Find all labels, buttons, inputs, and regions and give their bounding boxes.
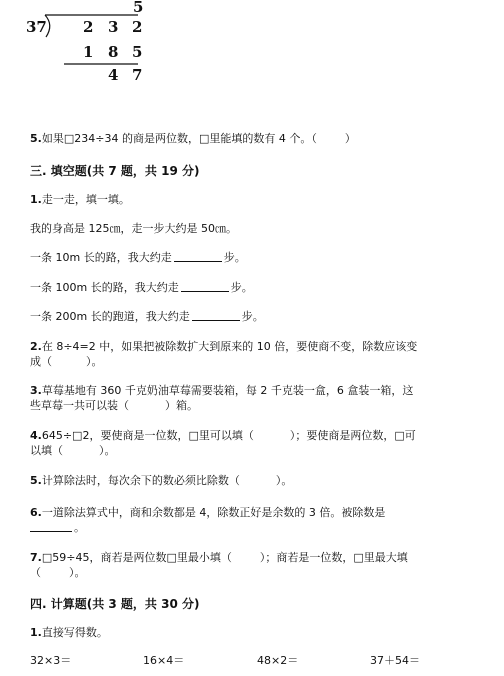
calc-item-1: 32×3＝ [30, 654, 72, 667]
question-end: ）。 [99, 444, 116, 457]
calc-item-2: 16×4＝ [143, 654, 185, 667]
question-text: ）；商若是一位数，□里最大填 [259, 551, 408, 564]
long-division-example [26, 0, 150, 90]
product-digit: 8 [108, 43, 119, 61]
question-end: ）。 [86, 355, 103, 368]
remainder-digit: 7 [132, 66, 143, 84]
answer-blank[interactable] [192, 310, 240, 321]
question-end: ）。 [275, 474, 293, 487]
product-digit: 5 [132, 43, 143, 61]
question-number: 5. [30, 132, 42, 145]
question-text: 一条 200m 长的跑道，我大约走 [30, 310, 190, 323]
question-text: 直接写得数。 [41, 626, 108, 639]
dividend-digit: 2 [132, 18, 143, 36]
fill-2-line-2 [30, 355, 103, 369]
question-text: 一条 10m 长的路，我大约走 [30, 251, 172, 264]
walk-100m-line [30, 281, 253, 295]
question-text: 走一走，填一填。 [41, 193, 130, 206]
question-text: 如果□234÷34 的商是两位数，□里能填的数有 4 个。（ [41, 132, 317, 145]
question-text: 一道除法算式中，商和余数都是 4，除数正好是余数的 3 倍。被除数是 [41, 506, 386, 519]
question-text: □59÷45，商若是两位数□里最小填（ [41, 551, 232, 564]
answer-blank[interactable] [30, 521, 72, 532]
question-end: ）。 [69, 566, 86, 579]
remainder-digit: 4 [108, 66, 119, 84]
fill-4-line-2 [30, 444, 116, 458]
question-number: 2. [30, 340, 42, 353]
fill-3-line-2 [30, 399, 198, 413]
walk-10m-line [30, 251, 246, 265]
question-text: 计算除法时，每次余下的数必须比除数（ [41, 474, 240, 487]
fill-6-line-2 [30, 521, 85, 535]
question-text: 一条 100m 长的路，我大约走 [30, 281, 179, 294]
question-end: 。 [74, 521, 85, 534]
question-number: 4. [30, 429, 42, 442]
question-suffix: 步。 [230, 281, 253, 294]
question-number: 3. [30, 384, 42, 397]
dividend-digit: 2 [83, 18, 94, 36]
section-4-title: 四. 计算题(共 3 题，共 30 分) [30, 597, 200, 611]
question-number: 1. [30, 626, 42, 639]
height-line: 我的身高是 125㎝，走一步大约是 50㎝。 [30, 222, 237, 235]
fill-4-line-1 [30, 429, 416, 443]
question-suffix: 步。 [223, 251, 246, 264]
answer-blank[interactable] [181, 281, 229, 292]
question-end: ）箱。 [165, 399, 198, 412]
product-digit: 1 [83, 43, 94, 61]
calc-item-3: 48×2＝ [257, 654, 299, 667]
fill-2-line-1 [30, 340, 417, 354]
dividend-digit: 3 [108, 18, 119, 36]
fill-7-line-1 [30, 551, 408, 565]
question-text: ）；要使商是两位数，□可 [289, 429, 416, 442]
question-text: （ [30, 566, 41, 579]
question-number: 5. [30, 474, 42, 487]
question-suffix: 步。 [241, 310, 264, 323]
fill-7-line-2 [30, 566, 86, 580]
question-5 [30, 132, 356, 146]
section-3-title: 三. 填空题(共 7 题，共 19 分) [30, 164, 200, 178]
question-text: 在 8÷4=2 中，如果把被除数扩大到原来的 10 倍，要使商不变，除数应该变 [41, 340, 418, 353]
quotient-digit: 5 [133, 0, 144, 16]
fill-1-prompt [30, 193, 130, 207]
question-text: 以填（ [30, 444, 63, 457]
question-text: 645÷□2，要使商是一位数，□里可以填（ [41, 429, 254, 442]
fill-3-line-1 [30, 384, 413, 398]
question-text: 成（ [30, 355, 52, 368]
fill-6-line-1 [30, 506, 385, 520]
calc-1-prompt [30, 626, 108, 640]
question-text: 些草莓一共可以装（ [30, 399, 129, 412]
question-number: 1. [30, 193, 42, 206]
calc-item-4: 37＋54＝ [370, 654, 420, 667]
divisor: 37 [26, 18, 47, 36]
answer-close: ） [344, 132, 356, 145]
fill-5 [30, 474, 292, 488]
question-number: 6. [30, 506, 42, 519]
walk-200m-line [30, 310, 264, 324]
answer-blank[interactable] [174, 251, 222, 262]
question-text: 草莓基地有 360 千克奶油草莓需要装箱，每 2 千克装一盒，6 盒装一箱，这 [41, 384, 414, 397]
question-number: 7. [30, 551, 42, 564]
